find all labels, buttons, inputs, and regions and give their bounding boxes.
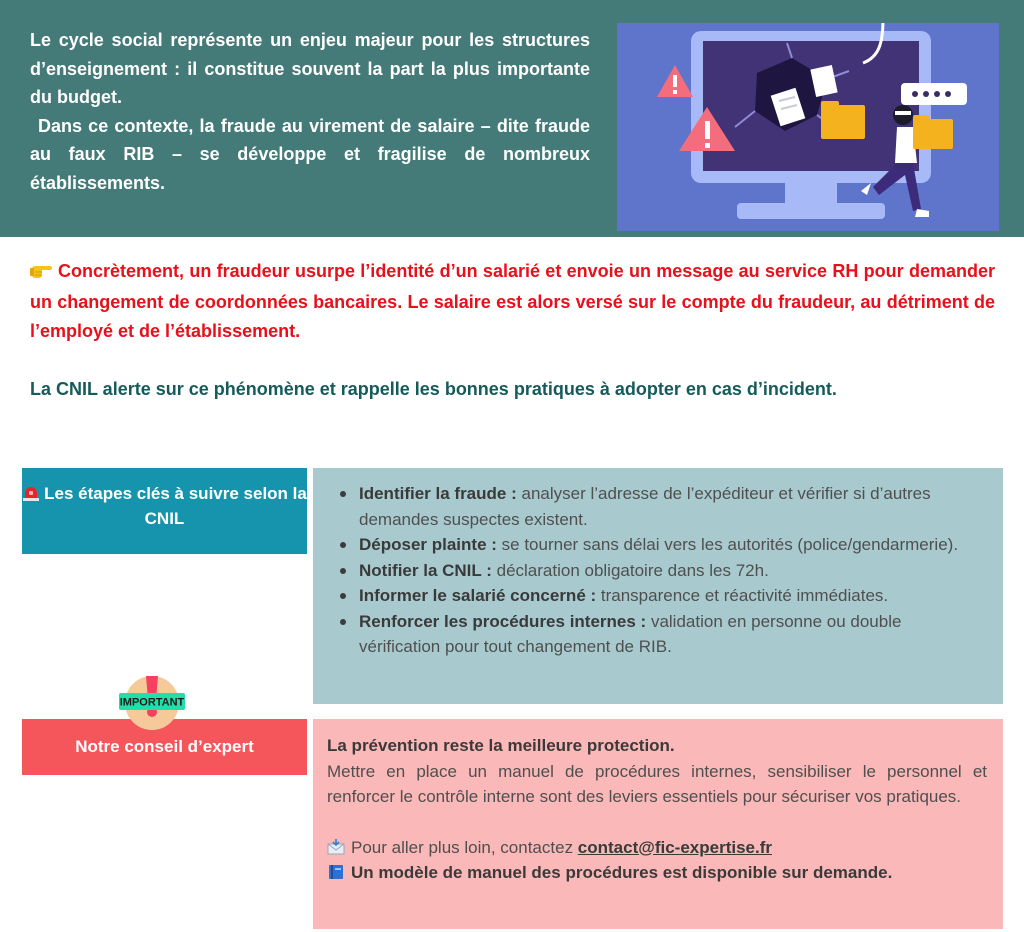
cnil-alert-text: La CNIL alerte sur ce phénomène et rappelle les bonnes pratiques à adopter en cas d’incident. [30,379,837,399]
book-icon [327,862,345,878]
step-text: se tourner sans délai vers les autorités (police/gendarmerie). [501,535,959,554]
hero-banner [0,0,1024,237]
computer-fraud-illustration [617,23,999,231]
pointing-hand-icon [30,259,52,288]
advice-content-box [313,719,1003,929]
important-badge-text: IMPORTANT [119,696,185,709]
contact-email-link[interactable]: contact@fic-expertise.fr [577,837,772,857]
list-item [337,532,983,558]
steps-title: Les étapes clés à suivre selon la CNIL [44,484,307,528]
step-label: Déposer plainte : [359,535,497,554]
step-label: Notifier la CNIL : [359,560,492,580]
envelope-icon [327,837,345,853]
manual-line [327,860,987,886]
advice-lead: La prévention reste la meilleure protection. [327,736,675,755]
intro-section [30,257,995,404]
step-label: Identifier la fraude : [359,484,517,503]
step-text: transparence et réactivité immédiates. [600,586,889,605]
list-item [337,609,983,660]
advice-title: Notre conseil d’expert [75,737,254,756]
hero-paragraph-1: Le cycle social représente un enjeu majeur pour les structures d’enseignement : il constitue souvent la part la plus importante du budget. [30,30,590,108]
warning-text: Concrètement, un fraudeur usurpe l’identité d’un salarié et envoie un message au service RH pour demander un changement de coordonnées bancaires. Le salaire est alors versé sur le compte du fraudeur, au détriment de l’employé et de l’établissement. [30,261,995,341]
steps-list [337,481,983,660]
contact-line [327,835,987,861]
list-item [337,481,983,532]
step-label: Renforcer les procédures internes : [359,611,647,631]
important-badge [117,670,187,730]
list-item [337,558,983,584]
hero-paragraph-2: Dans ce contexte, la fraude au virement de salaire – dite fraude au faux RIB – se développe et fragilise de nombreux établissements. [30,115,590,193]
steps-heading-box [22,468,307,554]
hero-text [30,26,590,198]
manual-text: Un modèle de manuel des procédures est disponible sur demande. [351,863,893,882]
steps-list-box [313,468,1003,704]
step-text: analyser l’adresse de l’expéditeur et vérifier si d’autres demandes suspectes existent. [359,484,931,529]
siren-icon [22,483,40,498]
contact-prefix: Pour aller plus loin, contactez [351,837,574,857]
step-label: Informer le salarié concerné : [359,586,597,605]
list-item [337,583,983,609]
step-text: déclaration obligatoire dans les 72h. [496,560,769,580]
warning-paragraph [30,257,995,346]
advice-body: Mettre en place un manuel de procédures internes, sensibiliser le personnel et renforcer le contrôle interne sont des leviers essentiels pour sécuriser vos pratiques. [327,761,987,806]
step-text: validation en personne ou double vérification pour tout changement de RIB. [359,611,902,656]
